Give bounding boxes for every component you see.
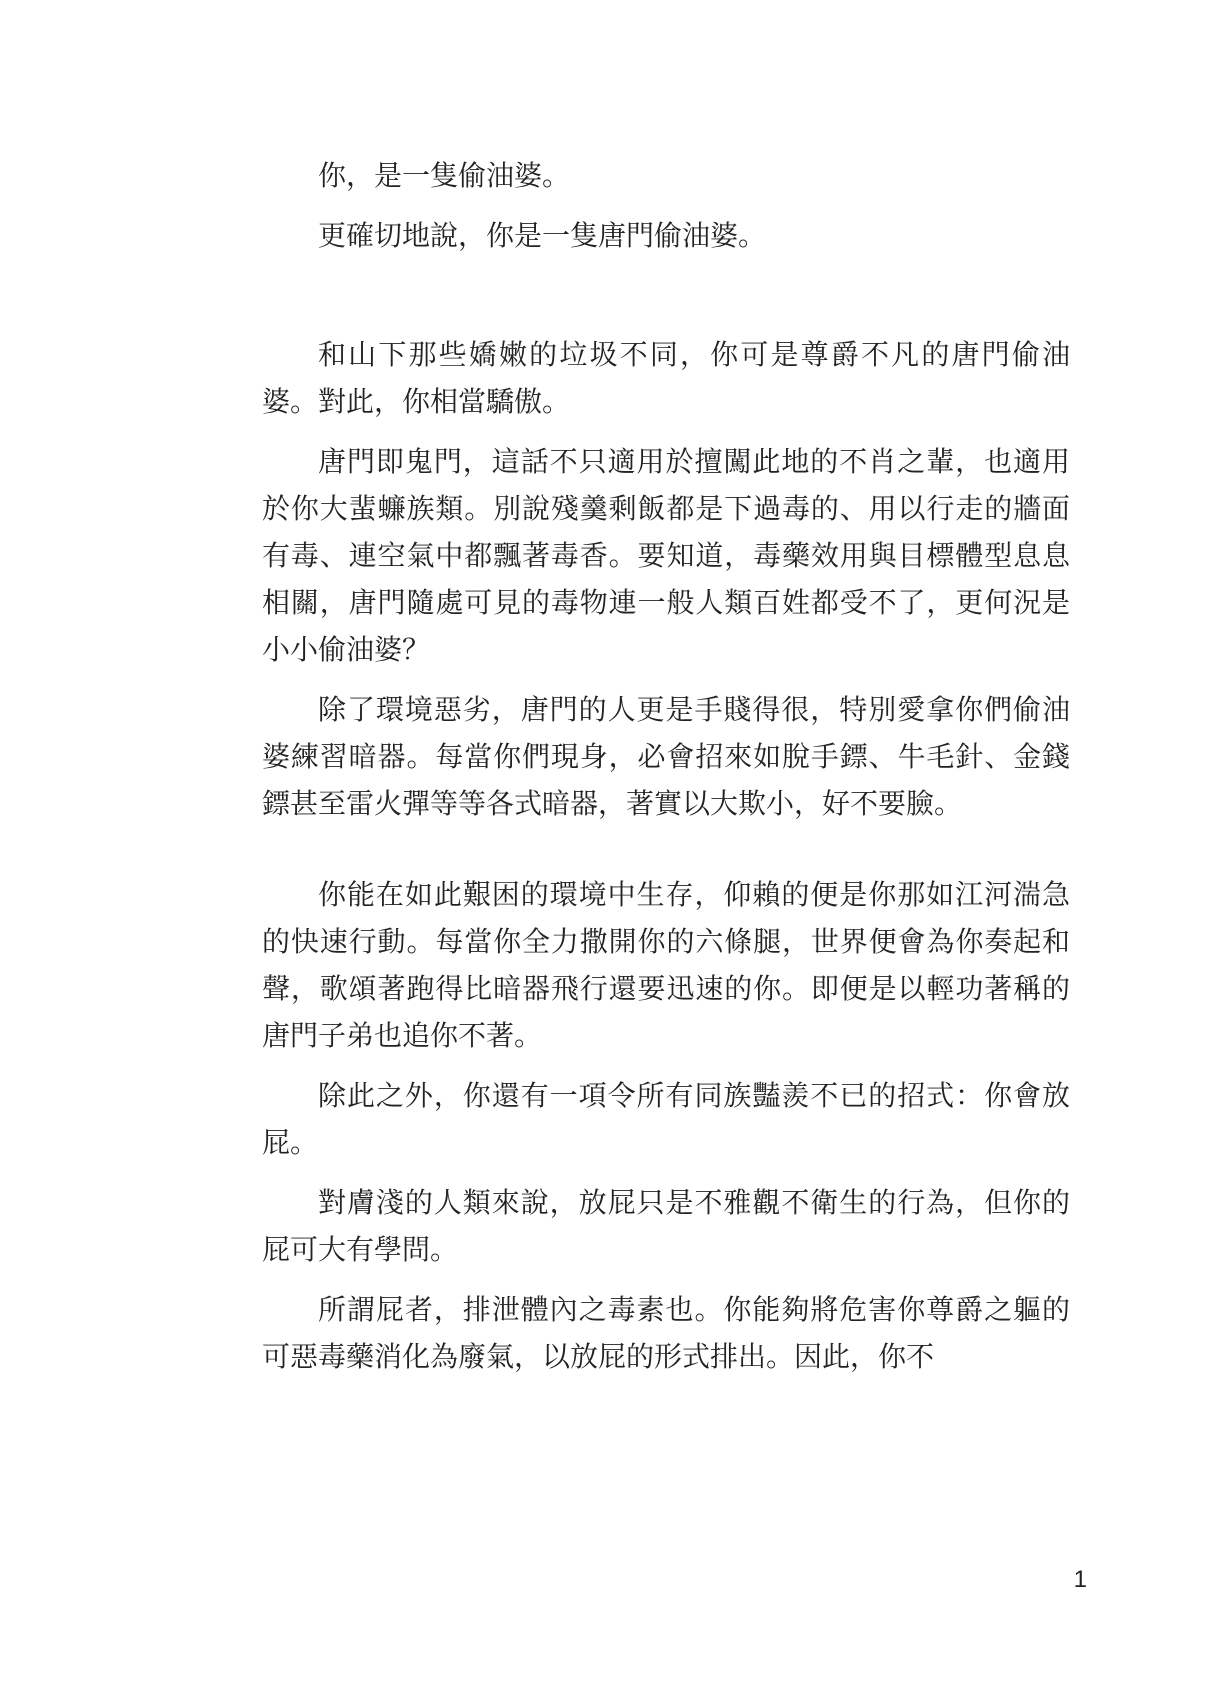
paragraph-1: 你，是一隻偷油婆。	[318, 159, 571, 192]
paragraph-3: 和山下那些嬌嫩的垃圾不同，你可是尊爵不凡的唐門偷油婆。對此，你相當驕傲。	[262, 338, 1070, 418]
paragraph-7: 除此之外，你還有一項令所有同族豔羨不已的招式：你會放屁。	[262, 1079, 1070, 1159]
paragraph-4: 唐門即鬼門，這話不只適用於擅闖此地的不肖之輩，也適用於你大蜚蠊族類。別說殘羹剩飯都是下過毒的、用以行走的牆面有毒、連空氣中都飄著毒香。要知道，毒藥效用與目標體型息息相關，唐門隨處可見的毒物連一般人類百姓都受不了，更何況是小小偷油婆？	[262, 445, 1070, 666]
paragraph-6: 你能在如此艱困的環境中生存，仰賴的便是你那如江河湍急的快速行動。每當你全力撒開你的六條腿，世界便會為你奏起和聲，歌頌著跑得比暗器飛行還要迅速的你。即便是以輕功著稱的唐門子弟也追你不著。	[262, 878, 1070, 1052]
paragraph-8: 對膚淺的人類來說，放屁只是不雅觀不衛生的行為，但你的屁可大有學問。	[262, 1186, 1070, 1266]
paragraph-5: 除了環境惡劣，唐門的人更是手賤得很，特別愛拿你們偷油婆練習暗器。每當你們現身，必會招來如脫手鏢、牛毛針、金錢鏢甚至雷火彈等等各式暗器，著實以大欺小，好不要臉。	[262, 693, 1070, 820]
paragraph-group-2	[262, 331, 1070, 827]
paragraph-9: 所謂屁者，排泄體內之毒素也。你能夠將危害你尊爵之軀的可惡毒藥消化為廢氣，以放屁的形式排出。因此，你不	[262, 1293, 1070, 1373]
paragraph-group-3	[262, 871, 1070, 1380]
paragraph-group-1	[262, 152, 1070, 259]
paragraph-2: 更確切地說，你是一隻唐門偷油婆。	[318, 219, 767, 252]
page-number: 1	[1073, 1566, 1087, 1593]
